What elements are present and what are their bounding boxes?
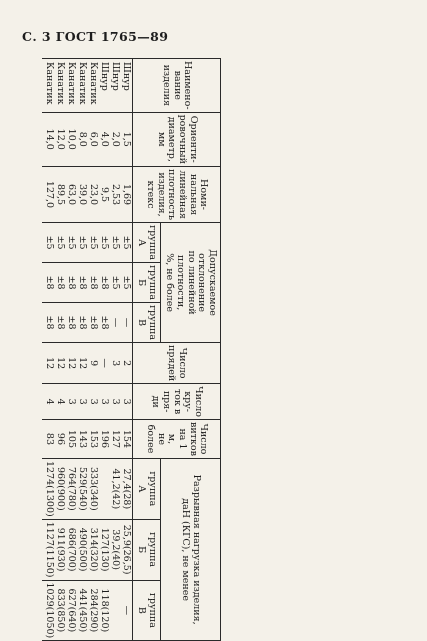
cell-break-v-line: 441(450) — [76, 588, 88, 633]
cell-tol-v — [42, 303, 133, 343]
cell-density-line: 23,0 — [87, 183, 99, 206]
cell-diameter-line: 1,5 — [120, 131, 132, 147]
cell-name-line: Шнур — [98, 62, 110, 91]
table-body — [42, 59, 133, 641]
header-name: Наимено- вание изделия — [132, 59, 220, 113]
cell-tol-b-line: ±8 — [54, 275, 66, 290]
cell-diameter — [42, 112, 133, 166]
cell-break-a-line — [98, 461, 109, 517]
cell-break-v-line — [109, 583, 120, 639]
cell-strands-line: 3 — [109, 360, 121, 367]
header-diameter: Ориенти- ровочный диаметр, мм — [132, 112, 220, 166]
cell-strands-line: 12 — [76, 357, 88, 370]
cell-tol-b — [42, 263, 133, 303]
cell-tol-v-line: ±8 — [87, 315, 99, 330]
header-linear-density: Номи- нальная линейная плотность изделия, ктекс — [132, 166, 220, 222]
cell-diameter-line: 8,0 — [76, 131, 88, 147]
header-tolerance-group: Допускаемое отклонение по линейной плотности, %, не более — [160, 223, 220, 343]
cell-tol-a-line: ±5 — [43, 235, 55, 250]
cell-name-line: Канатик — [87, 62, 99, 105]
cell-tol-v-line: — — [109, 317, 121, 328]
cell-break-v-line: 1029(1050) — [43, 582, 55, 639]
cell-tol-a-line: ±5 — [109, 235, 121, 250]
cell-tol-v-line: ±8 — [54, 315, 66, 330]
cell-diameter-line: 6,0 — [87, 131, 99, 147]
cell-break-b-line: 1127(1150) — [43, 521, 55, 578]
cell-break-a-line: 764(780) — [65, 466, 77, 511]
cell-diameter-line: 10,0 — [65, 128, 77, 150]
cell-density-line: 127,0 — [43, 180, 55, 209]
cell-diameter-line: 14,0 — [43, 128, 55, 150]
cell-name — [42, 59, 133, 113]
cell-break-b-line: 911(930) — [54, 527, 66, 572]
table-row — [42, 59, 133, 641]
cell-tol-v-line: ±8 — [76, 315, 88, 330]
header-break-b: группа Б — [132, 519, 160, 580]
cell-twists-line: 83 — [43, 432, 55, 446]
cell-tol-a-line: ±5 — [76, 235, 88, 250]
header-tol-b: группа Б — [132, 263, 160, 303]
cell-density-line: 2,53 — [109, 183, 121, 206]
cell-break-v-line: — — [120, 605, 132, 616]
cell-tol-v-line: ±8 — [43, 315, 55, 330]
header-strand-plies: Число кру- ток в пря- ди — [132, 384, 220, 420]
cell-strands-line: 2 — [120, 360, 132, 367]
cell-name-line: Канатик — [76, 62, 88, 105]
cell-tol-a-line: ±5 — [98, 235, 110, 250]
cell-strands-line: — — [98, 358, 110, 368]
cell-tol-v-line: ±8 — [98, 315, 110, 330]
cell-plies-line: 4 — [43, 398, 55, 405]
cell-density-line: 89,5 — [54, 183, 66, 206]
rotated-content — [0, 48, 233, 639]
cell-diameter-line: 4,0 — [98, 131, 110, 147]
cell-strands-line: 12 — [43, 357, 55, 370]
header-breaking-load: Разрывная нагрузка изделия, даН (КГС), не менее — [160, 458, 220, 640]
header-twists: Число витков на 1 м, не более — [132, 420, 220, 459]
cell-twists-line: 143 — [76, 429, 88, 449]
cell-tol-a — [42, 223, 133, 263]
cell-density-line: 1,69 — [120, 183, 132, 206]
cell-twists-line: 127 — [109, 429, 121, 449]
cell-twists-line: 105 — [65, 429, 77, 449]
cell-break-b-line: 127(130) — [98, 527, 110, 572]
cell-break-b-line: 25,9(26,5) — [120, 524, 132, 575]
cell-tol-a-line: ±5 — [54, 235, 66, 250]
cell-density-line: 9,5 — [98, 186, 110, 203]
cell-plies-line: 3 — [76, 398, 88, 405]
cell-tol-b-line: ±8 — [98, 275, 110, 290]
cell-strands — [42, 343, 133, 384]
cell-twists-line: 196 — [98, 429, 110, 449]
header-break-v: группа В — [132, 580, 160, 641]
header-strands: Число прядей — [132, 343, 220, 384]
cell-diameter-line: 2,0 — [109, 131, 121, 147]
cell-break-a-line: 333(340) — [87, 466, 99, 511]
cell-twists-line: 153 — [87, 429, 99, 449]
cell-break-b-line: 39,2(40) — [109, 529, 121, 570]
cell-strands-line: 9 — [87, 360, 99, 367]
cell-strands-line: 12 — [65, 357, 77, 370]
cell-name-line: Канатик — [54, 62, 66, 105]
cell-plies-line: 4 — [54, 398, 66, 405]
cell-tol-a-line: ±5 — [120, 235, 132, 250]
cell-break-a — [42, 458, 133, 519]
cell-tol-v-line: — — [120, 317, 132, 328]
cell-break-b-line: 686(700) — [65, 527, 77, 572]
cell-break-a-line: 529(540) — [76, 466, 88, 511]
header-tol-v: группа В — [132, 303, 160, 343]
cell-tol-b-line: ±8 — [43, 275, 55, 290]
cell-density — [42, 166, 133, 222]
cell-break-v — [42, 580, 133, 641]
cell-tol-v-line: ±8 — [65, 315, 77, 330]
cell-twists — [42, 420, 133, 459]
cell-break-b — [42, 519, 133, 580]
cell-name-line: Шнур — [120, 62, 132, 91]
cell-strands-line: 12 — [54, 357, 66, 370]
cell-tol-b-line: ±5 — [120, 275, 132, 290]
cell-diameter-line: 12,0 — [54, 128, 66, 150]
cell-break-v-line: 284(290) — [87, 588, 99, 633]
cell-name-line: Канатик — [43, 62, 55, 105]
cell-break-v-line: 627(640) — [65, 588, 77, 633]
cell-twists-line: 154 — [120, 429, 132, 449]
cell-break-b-line: 314(320) — [87, 527, 99, 572]
header-break-a: группа А — [132, 458, 160, 519]
cell-tol-b-line: ±8 — [65, 275, 77, 290]
cell-name-line: Канатик — [65, 62, 77, 105]
header-tol-a: группа А — [132, 223, 160, 263]
cell-plies-line: 3 — [65, 398, 77, 405]
cell-break-v-line: 833(850) — [54, 588, 66, 633]
cell-tol-b-line: ±5 — [109, 275, 121, 290]
cell-break-a-line: 1274(1300) — [43, 460, 55, 517]
cell-tol-b-line: ±8 — [76, 275, 88, 290]
specification-table — [42, 58, 221, 641]
page-header: С. 3 ГОСТ 1765—89 — [22, 29, 169, 44]
cell-twists-line: 96 — [54, 432, 66, 446]
cell-plies-line: 3 — [98, 398, 110, 405]
cell-break-b-line: 490(500) — [76, 527, 88, 572]
cell-break-a-line: 960(900) — [54, 466, 66, 511]
cell-name-line: Шнур — [109, 62, 121, 91]
cell-plies-line: 3 — [120, 398, 132, 405]
cell-tol-b-line: ±8 — [87, 275, 99, 290]
cell-break-v-line: 118(120) — [98, 588, 110, 633]
cell-density-line: 63,0 — [65, 183, 77, 206]
cell-break-a-line: 41,2(42) — [109, 468, 121, 510]
cell-tol-a-line: ±5 — [65, 235, 77, 250]
cell-plies-line: 3 — [87, 398, 99, 405]
cell-density-line: 39,0 — [76, 183, 88, 206]
cell-plies — [42, 384, 133, 420]
cell-plies-line: 3 — [109, 398, 121, 405]
cell-break-a-line: 27,4(28) — [120, 468, 132, 510]
cell-tol-a-line: ±5 — [87, 235, 99, 250]
